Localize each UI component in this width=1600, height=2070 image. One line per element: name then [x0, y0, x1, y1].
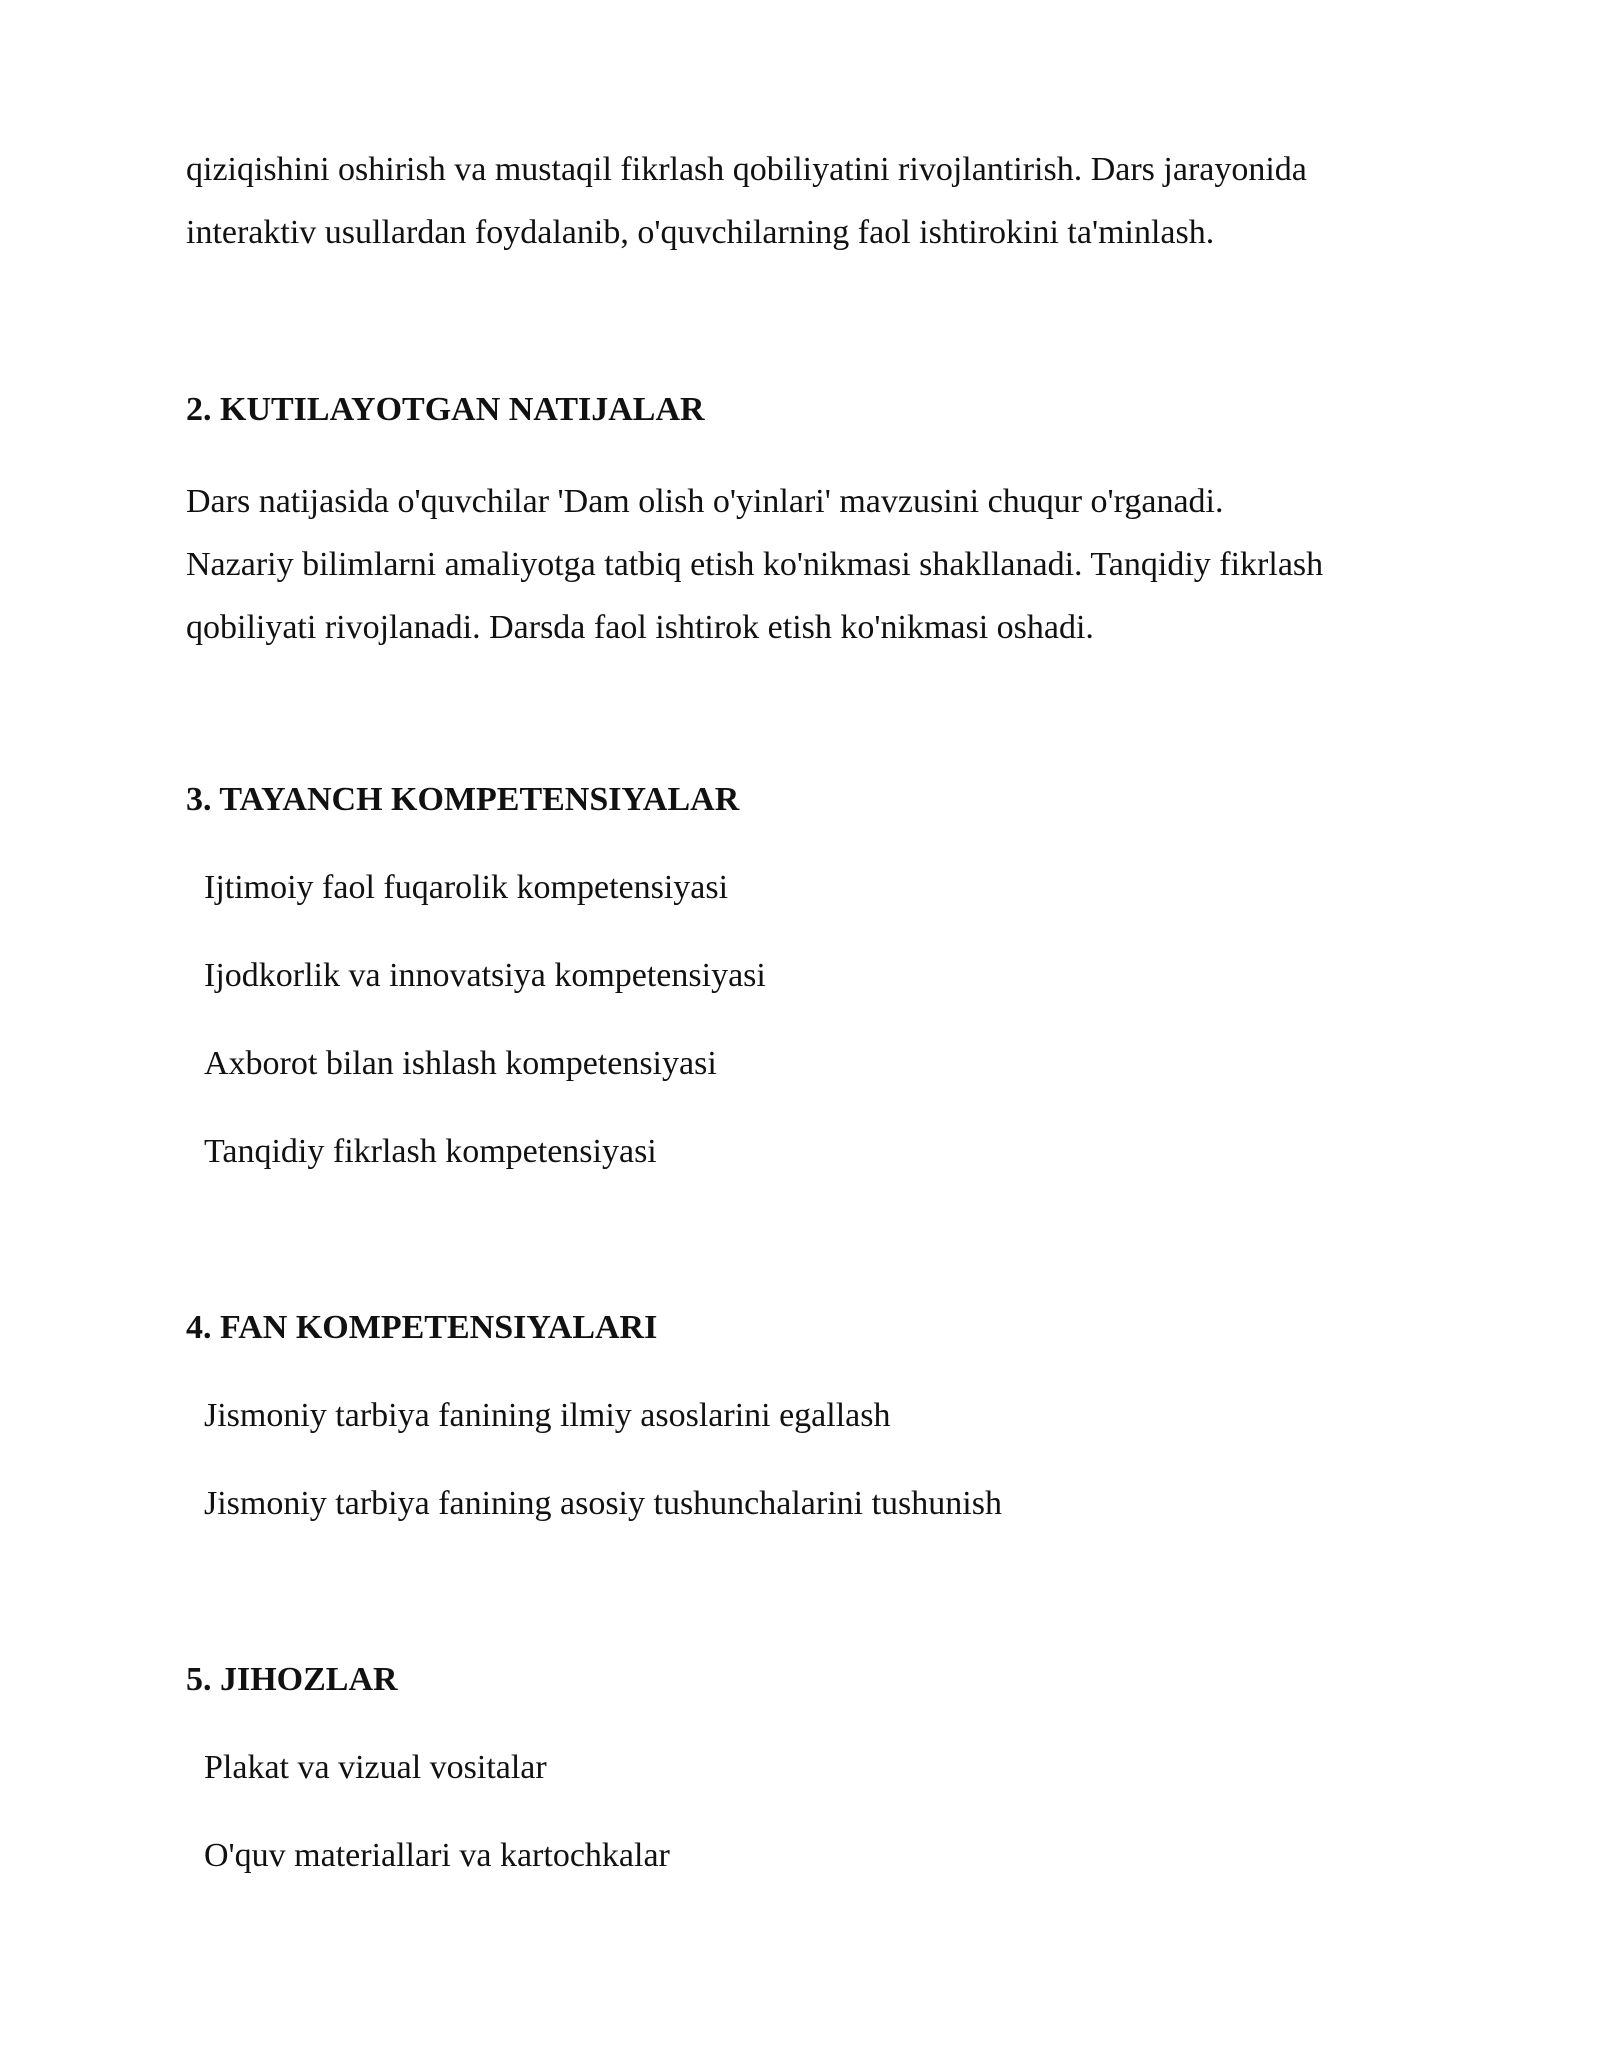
list-item: Ijtimoiy faol fuqarolik kompetensiyasi: [204, 869, 729, 906]
list-item: Tanqidiy fikrlash kompetensiyasi: [204, 1133, 657, 1170]
intro-line: interaktiv usullardan foydalanib, o'quvchilarning faol ishtirokini ta'minlash.: [186, 214, 1215, 251]
section-heading-jihozlar: 5. JIHOZLAR: [186, 1661, 398, 1698]
list-item: Jismoniy tarbiya fanining asosiy tushunchalarini tushunish: [204, 1485, 1002, 1522]
section2-paragraph: [186, 470, 1323, 659]
list-item: Jismoniy tarbiya fanining ilmiy asoslarini egallash: [204, 1397, 891, 1434]
list-item: O'quv materiallari va kartochkalar: [204, 1837, 670, 1874]
section2-line: Nazariy bilimlarni amaliyotga tatbiq etish ko'nikmasi shakllanadi. Tanqidiy fikrlash: [186, 546, 1324, 583]
section-heading-fan-kompetensiyalari: 4. FAN KOMPETENSIYALARI: [186, 1309, 658, 1346]
section2-line: Dars natijasida o'quvchilar 'Dam olish o'yinlari' mavzusini chuqur o'rganadi.: [186, 483, 1224, 520]
section2-line: qobiliyati rivojlanadi. Darsda faol ishtirok etish ko'nikmasi oshadi.: [186, 609, 1094, 646]
list-item: Axborot bilan ishlash kompetensiyasi: [204, 1045, 717, 1082]
section-heading-kutilayotgan-natijalar: 2. KUTILAYOTGAN NATIJALAR: [186, 391, 705, 428]
section-heading-tayanch-kompetensiyalar: 3. TAYANCH KOMPETENSIYALAR: [186, 781, 740, 818]
intro-line: qiziqishini oshirish va mustaqil fikrlash qobiliyatini rivojlantirish. Dars jarayonida: [186, 151, 1307, 188]
list-item: Plakat va vizual vositalar: [204, 1749, 547, 1786]
list-item: Ijodkorlik va innovatsiya kompetensiyasi: [204, 957, 766, 994]
intro-paragraph: [186, 138, 1307, 264]
